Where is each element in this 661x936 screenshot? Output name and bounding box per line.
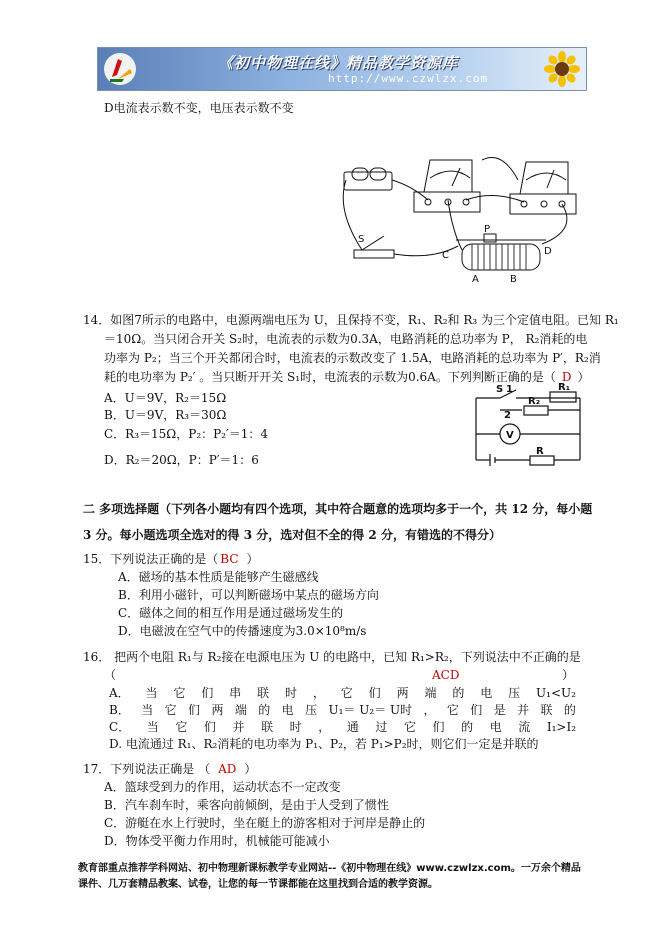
q15-option-d: D．电磁波在空气中的传播速度为3.0×10⁸m/s (118, 624, 367, 638)
circuit-label-1: 1 (506, 384, 513, 395)
q16-optC-token: 通 (346, 720, 359, 734)
q16-optC-token: ， (318, 720, 331, 734)
q16-optC-token: 联 (261, 720, 274, 734)
q16-optA-token: 当 (145, 686, 158, 700)
q15-option-b: B．利用小磁针，可以判断磁场中某点的磁场方向 (118, 588, 379, 602)
q16-optB-token: B． (109, 703, 130, 717)
q16-optA-token: 串 (229, 686, 242, 700)
q16-optA-token: 们 (201, 686, 214, 700)
footer-line1: 教育部重点推荐学科网站、初中物理新课标教学专业网站--《初中物理在线》www.czwlzx.com。一万余个精品 (78, 863, 581, 874)
circuit-label-r1: R₁ (558, 382, 571, 393)
q17-close: ） (244, 762, 257, 776)
circuit-diagram (470, 380, 588, 470)
q16-optA-token: 它 (173, 686, 186, 700)
q16-optA-token: 们 (368, 686, 381, 700)
q16-optA-token: 时 (285, 686, 298, 700)
q16-optB-token: 电 (281, 703, 294, 717)
q16-optB-token: 的 (563, 703, 576, 717)
q16-optC-token: 它 (403, 720, 416, 734)
q13-option-d: D电流表示数不变，电压表示数不变 (104, 101, 294, 115)
q17-stem-line (83, 760, 256, 778)
circuit-label-s: S (496, 384, 504, 395)
q16-optA-token: 的 (452, 686, 465, 700)
apparatus-label-s: S (358, 234, 365, 245)
q16-optB-token: 们 (470, 703, 483, 717)
q16-optA-token: 压 (508, 686, 521, 700)
q16-option-a (109, 684, 576, 702)
q15-option-a: A．磁场的基本性质是能够产生磁感线 (118, 570, 319, 584)
q15-option-c: C．磁体之间的相互作用是通过磁场发生的 (118, 606, 344, 620)
q16-optB-token: 它 (164, 703, 177, 717)
banner-url: http://www.czwlzx.com (328, 72, 489, 85)
q16-optC-token: 时 (289, 720, 302, 734)
apparatus-label-p: P (484, 224, 491, 235)
q16-optA-token: 联 (257, 686, 270, 700)
q16-optB-token: 它 (446, 703, 459, 717)
q17-option-d: D．物体受平衡力作用时，机械能可能减小 (104, 834, 330, 848)
sunflower-icon (544, 51, 580, 87)
q16-optB-token: 压 (305, 703, 318, 717)
q16-optB-token: 并 (517, 703, 530, 717)
q16-optC-token: 当 (146, 720, 159, 734)
apparatus-label-d: D (544, 246, 552, 257)
q16-optC-token: 并 (232, 720, 245, 734)
apparatus-label-b: B (510, 274, 517, 285)
q14-answer: D (561, 370, 572, 384)
banner-title: 《初中物理在线》精品教学资源库 (218, 54, 459, 72)
q17-option-c: C．游艇在水上行驶时，坐在艇上的游客相对于河岸是静止的 (104, 816, 426, 830)
q16-optC-token: 们 (203, 720, 216, 734)
q16-optC-token: 的 (461, 720, 474, 734)
q16-optB-token: 们 (188, 703, 201, 717)
q16-optA-token: A． (109, 686, 130, 700)
q14-close: ） (577, 370, 590, 384)
circuit-label-v: V (506, 430, 514, 441)
q16-optB-token: 端 (234, 703, 247, 717)
q16-optB-token: 当 (141, 703, 154, 717)
q14-stem-line1: 14．如图7所示的电路中，电源两端电压为 U，且保持不变，R₁、R₂和 R₃ 为三个定值电阻。已知 R₁ (83, 313, 619, 327)
q16-optB-token: 两 (211, 703, 224, 717)
q16-optA-token: 电 (480, 686, 493, 700)
header-banner (97, 47, 587, 91)
q16-optB-token: 是 (493, 703, 506, 717)
q15-stem-line (83, 550, 259, 568)
q14-option-d: D．R₂＝20Ω，P：P′＝1：6 (104, 453, 259, 467)
q14-stem-line2: ＝10Ω。当只闭合开关 S₂时，电流表的示数为0.3A，电路消耗的总功率为 P， R₂消耗的电 (104, 332, 588, 346)
q16-optB-token: 的 (258, 703, 271, 717)
q16-optC-token: C． (109, 720, 131, 734)
q15-stem: 15．下列说法正确的是（ (83, 552, 219, 566)
q16-optA-token: 它 (340, 686, 353, 700)
circuit-label-2: 2 (504, 410, 511, 421)
apparatus-label-a: A (472, 274, 479, 285)
q16-answer: ACD (432, 668, 460, 682)
section2-heading-line2: 3 分。每小题选项全选对的得 3 分，选对但不全的得 2 分，有错选的不得分） (83, 528, 501, 542)
q16-optC-token: 电 (489, 720, 502, 734)
q15-close: ） (246, 552, 259, 566)
q16-optC-token: 它 (175, 720, 188, 734)
apparatus-diagram (332, 150, 582, 290)
q15-answer: BC (220, 552, 239, 566)
q17-stem: 17．下列说法正确是 （ (83, 762, 211, 776)
q16-answer-line (104, 666, 574, 684)
q16-optB-token: 联 (540, 703, 553, 717)
q16-stem: 16． 把两个电阻 R₁与 R₂接在电源电压为 U 的电路中，已知 R₁>R₂，下列说法中不正确的是 (83, 650, 581, 664)
q17-option-a: A．篮球受到力的作用，运动状态不一定改变 (104, 780, 341, 794)
q14-option-b: B．U＝9V，R₃＝30Ω (104, 408, 227, 422)
q16-option-c (109, 718, 576, 736)
q16-optC-token: I₁>I₂ (546, 720, 576, 734)
q17-option-b: B．汽车刹车时，乘客向前倾倒，是由于人受到了惯性 (104, 798, 389, 812)
section2-heading-line1: 二 多项选择题（下列各小题均有四个选项，其中符合题意的选项均多于一个，共 12 分，每小题 (83, 502, 593, 516)
q16-option-d: D. 电流通过 R₁、R₂消耗的电功率为 P₁、P₂，若 P₁>P₂时，则它们一定是并联的 (109, 737, 539, 751)
q16-close: ） (561, 668, 574, 682)
q14-stem-text: 耗的电功率为 P₂′ 。当只断开开关 S₁时，电流表的示数为0.6A。下列判断正确的是（ (104, 370, 556, 384)
footer-line2: 课件、几万套精品教案、试卷，让您的每一节课都能在这里找到合适的教学资源。 (78, 879, 438, 890)
q14-option-c: C．R₃＝15Ω，P₂：P₂′＝1：4 (104, 427, 269, 441)
apparatus-label-c: C (442, 250, 449, 261)
q16-optA-token: U₁<U₂ (536, 686, 576, 700)
q16-optA-token: ， (312, 686, 325, 700)
q14-stem-line3: 功率为 P₂；当三个开关都闭合时，电流表的示数改变了 1.5A，电路消耗的总功率为 P′，R₂消 (104, 351, 601, 365)
q16-option-b (109, 701, 576, 719)
q16-optC-token: 过 (375, 720, 388, 734)
logo-icon (102, 51, 138, 87)
circuit-label-r: R (536, 446, 544, 457)
q16-optC-token: 们 (432, 720, 445, 734)
q16-optA-token: 两 (396, 686, 409, 700)
q16-open: （ (104, 668, 117, 682)
q17-answer: AD (218, 762, 237, 776)
q16-optB-token: ， (423, 703, 436, 717)
q16-optC-token: 流 (518, 720, 531, 734)
q16-optB-token: U₁＝ U₂＝ U时 (328, 703, 413, 717)
q14-option-a: A．U＝9V，R₂＝15Ω (104, 391, 227, 405)
q16-optA-token: 端 (424, 686, 437, 700)
circuit-label-r2: R₂ (528, 396, 541, 407)
